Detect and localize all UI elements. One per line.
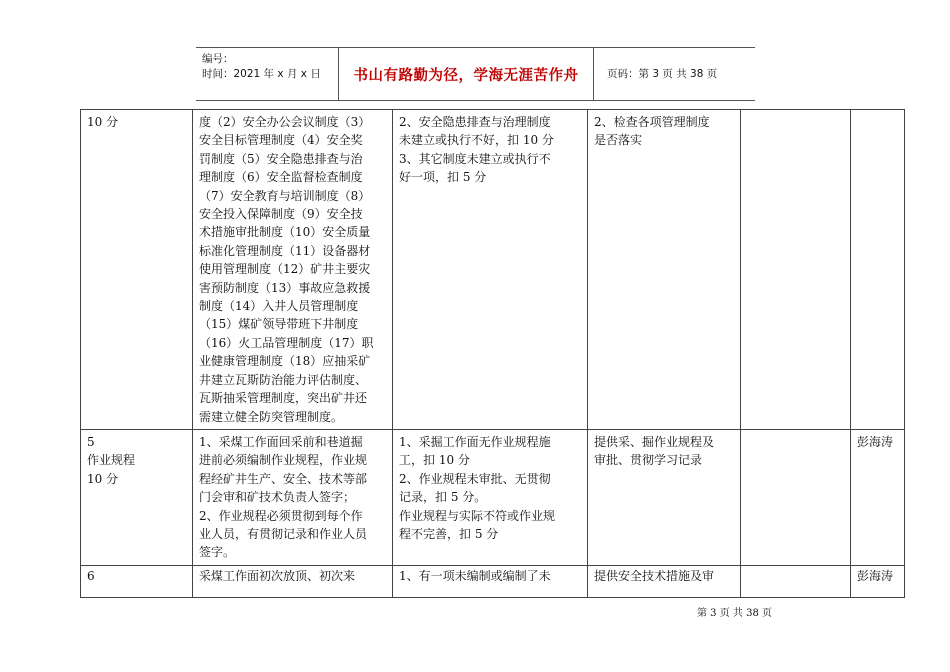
header-page-cell (593, 48, 755, 100)
header-slogan-cell (338, 48, 594, 100)
method-cell: 提供安全技术措施及审 (588, 565, 741, 597)
scoring-cell: 1、采掘工作面无作业规程施 工，扣 10 分 2、作业规程未审批、无贯彻 记录，扣 5 分。 作业规程与实际不符或作业规 程不完善，扣 5 分 (393, 429, 588, 565)
header-slogan: 书山有路勤为径，学海无涯苦作舟 (353, 67, 579, 84)
owner-cell (851, 110, 905, 430)
standard-cell: 采煤工作面初次放顶、初次来 (193, 565, 393, 597)
result-cell (741, 429, 851, 565)
inspection-table (80, 109, 905, 598)
owner-cell: 彭海涛 (851, 565, 905, 597)
table-row (81, 110, 905, 430)
item-cell: 5 作业规程 10 分 (81, 429, 193, 565)
item-cell: 10 分 (81, 110, 193, 430)
owner-cell: 彭海涛 (851, 429, 905, 565)
table-row (81, 429, 905, 565)
result-cell (741, 565, 851, 597)
doc-date: 时间：2021 年 x 月 x 日 (202, 68, 321, 80)
result-cell (741, 110, 851, 430)
doc-number-label: 编号： (202, 53, 234, 65)
page-header (196, 47, 755, 101)
method-cell: 提供采、掘作业规程及 审批、贯彻学习记录 (588, 429, 741, 565)
method-cell: 2、检查各项管理制度 是否落实 (588, 110, 741, 430)
header-page-number: 页码：第 3 页 共 38 页 (607, 67, 718, 80)
item-cell: 6 (81, 565, 193, 597)
header-meta-cell (196, 48, 338, 100)
scoring-cell: 1、有一项未编制或编制了未 (393, 565, 588, 597)
page-footer: 第 3 页 共 38 页 (697, 608, 772, 619)
standard-cell: 1、采煤工作面回采前和巷道掘 进前必须编制作业规程，作业规 程经矿井生产、安全、技术等部 门会审和矿技术负责人签字； 2、作业规程必须贯彻到每个作 业人员，有贯彻记录和作业人员 签字。 (193, 429, 393, 565)
table-row (81, 565, 905, 597)
standard-cell: 度（2）安全办公会议制度（3） 安全目标管理制度（4）安全奖 罚制度（5）安全隐患排查与治 理制度（6）安全监督检查制度 （7）安全教育与培训制度（8） 安全投入保障制度（9）安全技 术措施审批制度（10）安全质量 标准化管理制度（11）设备器材 使用管理制度（12）矿井主要灾 害预防制度（13）事故应急救援 制度（14）入井人员管理制度 （15）煤矿领导带班下井制度 （16）火工品管理制度（17）职 业健康管理制度（18）应抽采矿 井建立瓦斯防治能力评估制度、 瓦斯抽采管理制度，突出矿井还 需建立健全防突管理制度。 (193, 110, 393, 430)
scoring-cell: 2、安全隐患排查与治理制度 未建立或执行不好，扣 10 分 3、其它制度未建立或执行不 好一项，扣 5 分 (393, 110, 588, 430)
